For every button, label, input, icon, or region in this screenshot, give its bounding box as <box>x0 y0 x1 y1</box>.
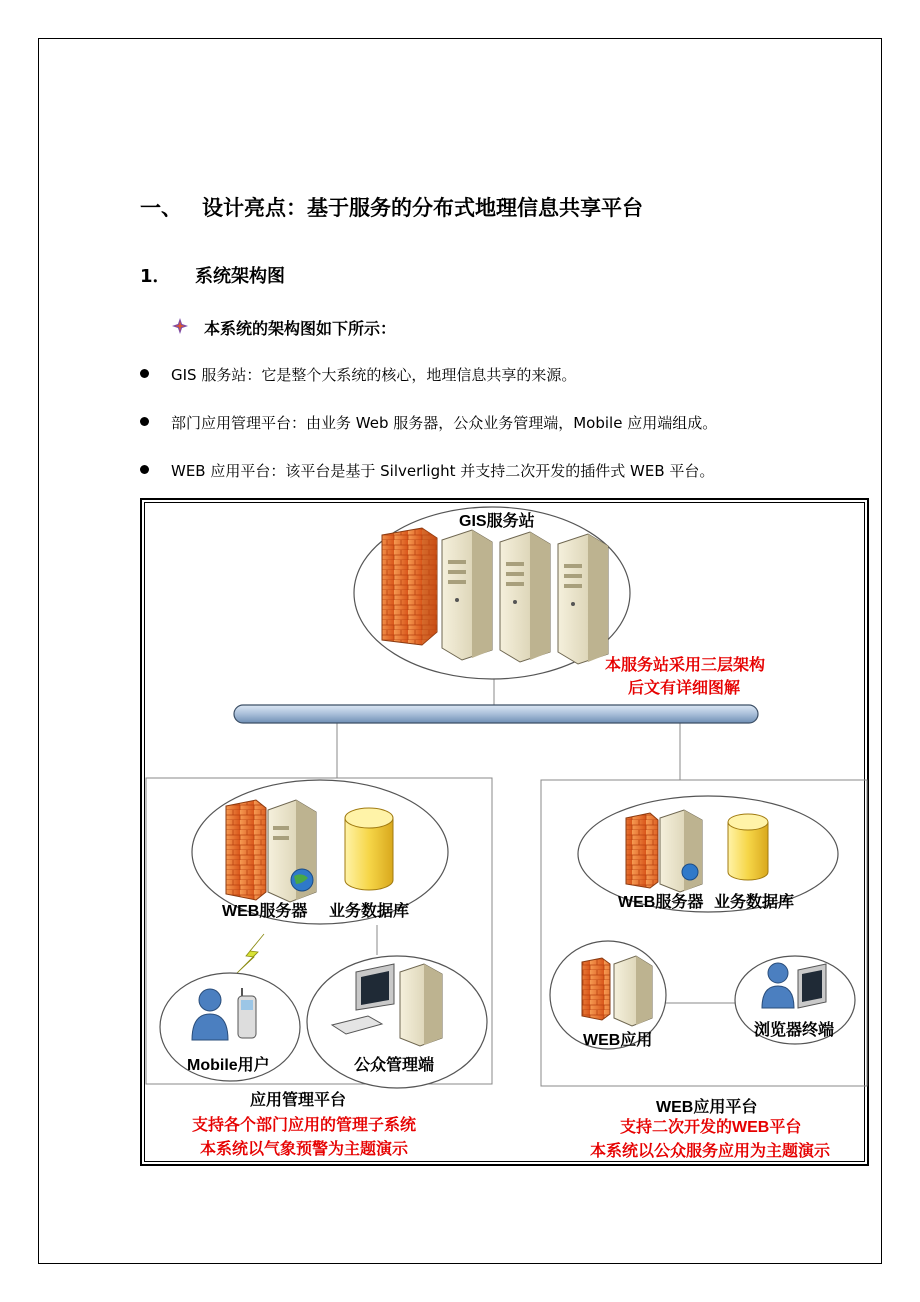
architecture-diagram <box>140 498 869 1166</box>
web-platform-note2: 本系统以公众服务应用为主题演示 <box>590 1143 831 1160</box>
public-terminal-label: 公众管理端 <box>354 1057 435 1074</box>
intro-line <box>172 316 396 339</box>
bullet-item-department <box>140 412 717 433</box>
wireless-signal-icon <box>236 934 264 974</box>
network-bus <box>234 705 758 723</box>
globe-icon <box>682 864 698 880</box>
section-title: 设计亮点：基于服务的分布式地理信息共享平台 <box>202 196 643 220</box>
application-platform-note2: 本系统以气象预警为主题演示 <box>200 1141 409 1158</box>
application-platform-title: 应用管理平台 <box>250 1092 347 1109</box>
bullet-text: WEB 应用平台：该平台是基于 Silverlight 并支持二次开发的插件式 WEB 平台。 <box>171 462 715 480</box>
section-heading <box>140 192 643 222</box>
right-web-server-ellipse <box>578 796 838 912</box>
gis-station-label: GIS服务站 <box>459 513 535 530</box>
server-icon <box>400 964 442 1046</box>
right-web-server-label: WEB服务器 <box>618 894 704 911</box>
server-icon <box>660 810 702 892</box>
bullet-dot-icon <box>140 465 149 474</box>
intro-text: 本系统的架构图如下所示： <box>204 319 397 338</box>
subsection-number: 1． <box>140 266 171 287</box>
bullet-text: GIS 服务站：它是整个大系统的核心，地理信息共享的来源。 <box>171 366 577 384</box>
firewall-icon <box>226 800 266 900</box>
server-icon <box>500 532 550 662</box>
left-database-label: 业务数据库 <box>329 903 410 920</box>
bullet-item-gis <box>140 364 576 385</box>
mobile-user-label: Mobile用户 <box>187 1057 270 1074</box>
web-platform-title: WEB应用平台 <box>656 1099 758 1116</box>
monitor-icon <box>356 964 394 1010</box>
subsection-title: 系统架构图 <box>195 266 285 287</box>
subsection-heading <box>140 262 285 288</box>
database-icon <box>345 808 393 890</box>
firewall-icon <box>582 958 610 1020</box>
gis-note-line1: 本服务站采用三层架构 <box>605 657 766 674</box>
globe-icon <box>291 869 313 891</box>
application-platform-note1: 支持各个部门应用的管理子系统 <box>192 1117 417 1134</box>
monitor-icon <box>798 964 826 1008</box>
diamond-bullet-icon <box>172 318 204 338</box>
gis-note-line2: 后文有详细图解 <box>628 680 741 697</box>
bullet-dot-icon <box>140 417 149 426</box>
left-web-server-label: WEB服务器 <box>222 903 308 920</box>
right-database-label: 业务数据库 <box>714 894 795 911</box>
bullet-text: 部门应用管理平台：由业务 Web 服务器，公众业务管理端，Mobile 应用端组成。 <box>171 414 718 432</box>
bullet-dot-icon <box>140 369 149 378</box>
bullet-item-web <box>140 460 714 481</box>
firewall-icon <box>382 528 437 645</box>
server-icon <box>442 530 492 660</box>
server-icon <box>558 534 608 664</box>
section-number: 一、 <box>140 196 182 220</box>
database-icon <box>728 814 768 880</box>
browser-terminal-label: 浏览器终端 <box>754 1022 835 1039</box>
server-icon <box>614 956 652 1026</box>
firewall-icon <box>626 813 658 888</box>
web-platform-note1: 支持二次开发的WEB平台 <box>620 1119 802 1136</box>
web-app-label: WEB应用 <box>583 1032 653 1049</box>
